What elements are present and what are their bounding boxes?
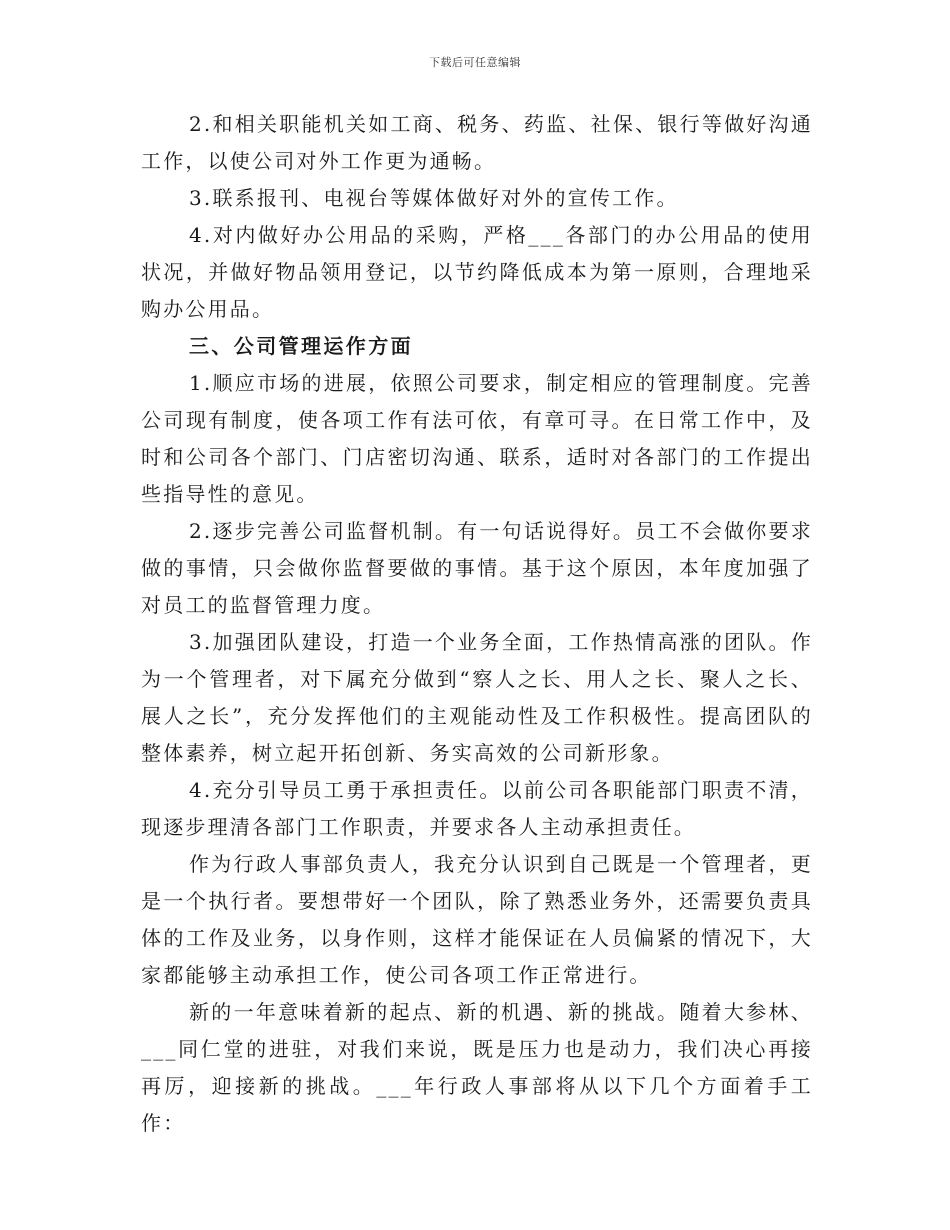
document-body <box>141 106 813 1142</box>
paragraph-new-year-outlook: 新的一年意味着新的起点、新的机遇、新的挑战。随着大参林、___同仁堂的进驻，对我们来说，既是压力也是动力，我们决心再接再厉，迎接新的挑战。___年行政人事部将从以下几个方面着手工作： <box>141 1000 813 1135</box>
paragraph-item-4-responsibility: 4.充分引导员工勇于承担责任。以前公司各职能部门职责不清，现逐步理清各部门工作职责，并要求各人主动承担责任。 <box>141 778 813 839</box>
paragraph-item-1-management-system: 1.顺应市场的进展，依照公司要求，制定相应的管理制度。完善公司现有制度，使各项工作有法可依，有章可寻。在日常工作中，及时和公司各个部门、门店密切沟通、联系，适时对各部门的工作提出些指导性的意见。 <box>141 371 813 506</box>
paragraph-item-2-supervision: 2.逐步完善公司监督机制。有一句话说得好。员工不会做你要求做的事情，只会做你监督要做的事情。基于这个原因，本年度加强了对员工的监督管理力度。 <box>141 519 813 617</box>
paragraph-item-4-office-supplies: 4.对内做好办公用品的采购，严格___各部门的办公用品的使用状况，并做好物品领用登记，以节约降低成本为第一原则，合理地采购办公用品。 <box>141 223 813 321</box>
paragraph-item-2-external-liaison: 2.和相关职能机关如工商、税务、药监、社保、银行等做好沟通工作，以使公司对外工作更为通畅。 <box>141 112 813 173</box>
paragraph-item-3-media-publicity: 3.联系报刊、电视台等媒体做好对外的宣传工作。 <box>189 186 679 210</box>
paragraph-item-3-team-building: 3.加强团队建设，打造一个业务全面，工作热情高涨的团队。作为一个管理者，对下属充分做到“察人之长、用人之长、聚人之长、展人之长”，充分发挥他们的主观能动性及工作积极性。提高团队的整体素养，树立起开拓创新、务实高效的公司新形象。 <box>141 630 813 765</box>
page-header: 下载后可任意编辑 <box>429 56 521 69</box>
section-heading-management: 三、公司管理运作方面 <box>189 334 413 358</box>
paragraph-role-statement: 作为行政人事部负责人，我充分认识到自己既是一个管理者，更是一个执行者。要想带好一个团队，除了熟悉业务外，还需要负责具体的工作及业务，以身作则，这样才能保证在人员偏紧的情况下，大家都能够主动承担工作，使公司各项工作正常进行。 <box>141 852 813 987</box>
